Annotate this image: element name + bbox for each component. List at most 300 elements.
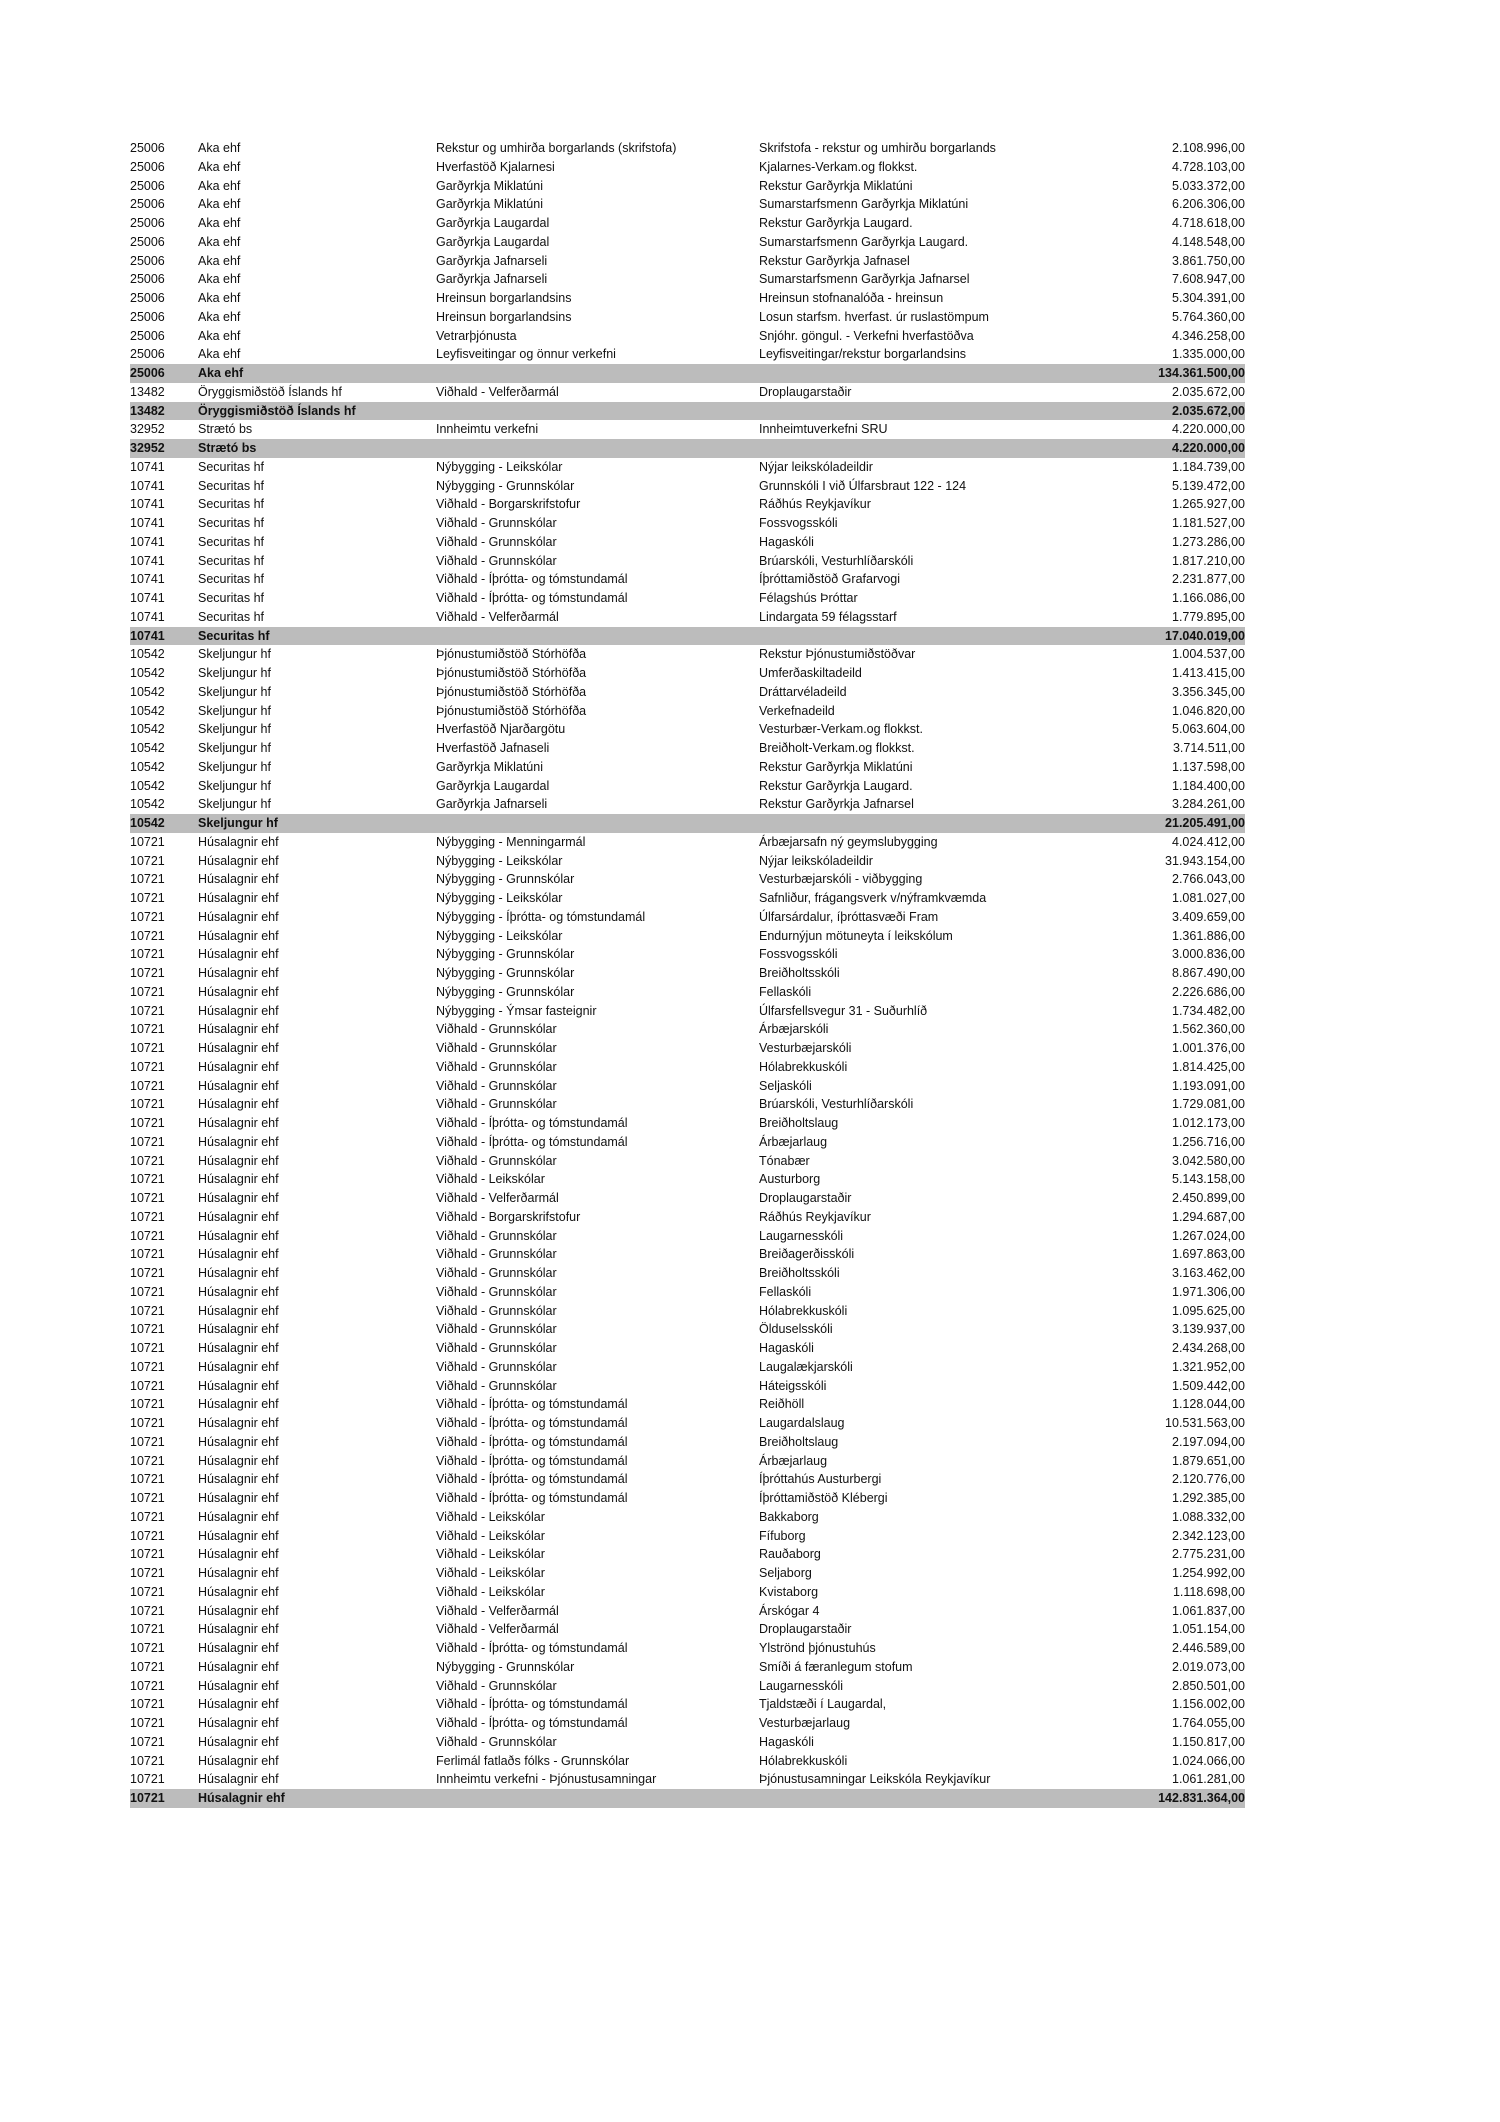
category-cell: Hverfastöð Njarðargötu xyxy=(436,722,566,737)
vendor-id-cell: 10721 xyxy=(130,1753,165,1768)
vendor-name-cell: Húsalagnir ehf xyxy=(198,1247,279,1262)
table-row xyxy=(130,758,1245,777)
description-cell: Ráðhús Reykjavíkur xyxy=(759,497,871,512)
vendor-name-cell: Húsalagnir ehf xyxy=(198,1359,279,1374)
table-row xyxy=(130,233,1245,252)
table-row xyxy=(130,1283,1245,1302)
description-cell: Verkefnadeild xyxy=(759,703,835,718)
category-cell: Viðhald - Grunnskólar xyxy=(436,1359,557,1374)
description-cell: Hólabrekkuskóli xyxy=(759,1303,848,1318)
vendor-name-cell: Húsalagnir ehf xyxy=(198,1228,279,1243)
vendor-name-cell: Húsalagnir ehf xyxy=(198,1153,279,1168)
vendor-name-cell: Skeljungur hf xyxy=(198,684,271,699)
category-cell: Garðyrkja Miklatúni xyxy=(436,759,543,774)
vendor-id-cell: 10721 xyxy=(130,872,165,887)
vendor-id-cell: 10741 xyxy=(130,459,165,474)
amount-cell: 1.088.332,00 xyxy=(1172,1509,1245,1524)
table-row xyxy=(130,139,1245,158)
category-cell: Þjónustumiðstöð Stórhöfða xyxy=(436,647,587,662)
amount-cell: 1.156.002,00 xyxy=(1172,1697,1245,1712)
vendor-id-cell: 10741 xyxy=(130,534,165,549)
vendor-name-cell: Húsalagnir ehf xyxy=(198,1322,279,1337)
table-row xyxy=(130,252,1245,271)
category-cell: Viðhald - Íþrótta- og tómstundamál xyxy=(436,1397,628,1412)
amount-cell: 1.184.400,00 xyxy=(1172,778,1245,793)
vendor-id-cell: 10721 xyxy=(130,947,165,962)
vendor-id-cell: 25006 xyxy=(130,328,165,343)
amount-cell: 1.817.210,00 xyxy=(1172,553,1245,568)
category-cell: Viðhald - Íþrótta- og tómstundamál xyxy=(436,1472,628,1487)
category-cell: Viðhald - Grunnskólar xyxy=(436,1022,557,1037)
vendor-id-cell: 10741 xyxy=(130,628,165,643)
vendor-total-row xyxy=(130,364,1245,383)
amount-cell: 1.971.306,00 xyxy=(1172,1284,1245,1299)
amount-cell: 4.220.000,00 xyxy=(1172,422,1245,437)
vendor-name-cell: Securitas hf xyxy=(198,516,265,530)
amount-cell: 2.775.231,00 xyxy=(1172,1547,1245,1562)
table-row xyxy=(130,1170,1245,1189)
vendor-id-cell: 25006 xyxy=(130,159,165,174)
description-cell: Hreinsun stofnanalóða - hreinsun xyxy=(759,291,944,305)
description-cell: Laugarnesskóli xyxy=(759,1678,844,1693)
vendor-id-cell: 10721 xyxy=(130,966,165,980)
vendor-name-cell: Húsalagnir ehf xyxy=(198,984,279,999)
category-cell: Hreinsun borgarlandsins xyxy=(436,309,572,324)
vendor-total-row xyxy=(130,1789,1245,1808)
amount-cell: 1.879.651,00 xyxy=(1172,1453,1245,1468)
category-cell: Viðhald - Grunnskólar xyxy=(436,1266,557,1280)
description-cell: Vesturbær-Verkam.og flokkst. xyxy=(759,722,923,737)
description-cell: Kvistaborg xyxy=(759,1584,819,1599)
description-cell: Árbæjarskóli xyxy=(759,1022,829,1037)
description-cell: Ráðhús Reykjavíkur xyxy=(759,1209,871,1224)
description-cell: Droplaugarstaðir xyxy=(759,1622,852,1637)
table-row xyxy=(130,645,1245,664)
vendor-total-row xyxy=(130,627,1245,646)
amount-cell: 5.143.158,00 xyxy=(1172,1172,1245,1187)
amount-cell: 1.081.027,00 xyxy=(1172,891,1245,905)
table-row xyxy=(130,683,1245,702)
vendor-name-cell: Aka ehf xyxy=(198,272,241,287)
vendor-name-cell: Aka ehf xyxy=(198,234,241,249)
vendor-id-cell: 10721 xyxy=(130,1791,165,1805)
amount-cell: 1.256.716,00 xyxy=(1172,1134,1245,1149)
category-cell: Rekstur og umhirða borgarlands (skrifstofa) xyxy=(436,141,677,155)
description-cell: Endurnýjun mötuneyta í leikskólum xyxy=(759,928,953,943)
vendor-name-cell: Aka ehf xyxy=(198,309,241,324)
amount-cell: 1.361.886,00 xyxy=(1172,928,1245,943)
vendor-name-cell: Húsalagnir ehf xyxy=(198,928,279,943)
vendor-id-cell: 10721 xyxy=(130,1059,165,1074)
vendor-name-cell: Húsalagnir ehf xyxy=(198,1472,279,1487)
amount-cell: 2.120.776,00 xyxy=(1172,1472,1245,1487)
category-cell: Viðhald - Leikskólar xyxy=(436,1172,545,1187)
vendor-id-cell: 10721 xyxy=(130,1697,165,1712)
vendor-name-cell: Aka ehf xyxy=(198,216,241,230)
amount-cell: 1.321.952,00 xyxy=(1172,1359,1245,1374)
description-cell: Árskógar 4 xyxy=(759,1603,820,1618)
amount-cell: 10.531.563,00 xyxy=(1165,1416,1245,1430)
vendor-id-cell: 10741 xyxy=(130,553,165,568)
category-cell: Viðhald - Íþrótta- og tómstundamál xyxy=(436,1453,628,1468)
vendor-id-cell: 10721 xyxy=(130,1772,165,1787)
vendor-id-cell: 10741 xyxy=(130,572,165,587)
vendor-id-cell: 10721 xyxy=(130,1228,165,1243)
table-row xyxy=(130,945,1245,964)
vendor-name-cell: Húsalagnir ehf xyxy=(198,1397,279,1412)
vendor-name-cell: Húsalagnir ehf xyxy=(198,1059,279,1074)
vendor-id-cell: 10542 xyxy=(130,797,165,812)
table-row xyxy=(130,1358,1245,1377)
vendor-name-cell: Skeljungur hf xyxy=(198,759,271,774)
description-cell: Rauðaborg xyxy=(759,1547,821,1562)
category-cell: Garðyrkja Jafnarseli xyxy=(436,797,548,812)
category-cell: Ferlimál fatlaðs fólks - Grunnskólar xyxy=(436,1753,630,1768)
table-row xyxy=(130,1189,1245,1208)
vendor-id-cell: 10721 xyxy=(130,1041,165,1055)
table-row xyxy=(130,1395,1245,1414)
category-cell: Viðhald - Leikskólar xyxy=(436,1584,545,1599)
amount-cell: 1.001.376,00 xyxy=(1172,1041,1245,1055)
category-cell: Nýbygging - Grunnskólar xyxy=(436,984,575,999)
category-cell: Innheimtu verkefni - Þjónustusamningar xyxy=(436,1772,657,1787)
amount-cell: 1.265.927,00 xyxy=(1172,497,1245,512)
amount-cell: 7.608.947,00 xyxy=(1172,272,1245,287)
vendor-name-cell: Skeljungur hf xyxy=(198,816,278,830)
vendor-id-cell: 10721 xyxy=(130,1509,165,1524)
table-row xyxy=(130,1095,1245,1114)
table-row xyxy=(130,158,1245,177)
vendor-name-cell: Húsalagnir ehf xyxy=(198,1622,279,1637)
amount-cell: 2.197.094,00 xyxy=(1172,1434,1245,1449)
category-cell: Viðhald - Grunnskólar xyxy=(436,1153,557,1168)
table-row xyxy=(130,852,1245,871)
vendor-name-cell: Húsalagnir ehf xyxy=(198,1603,279,1618)
amount-cell: 1.128.044,00 xyxy=(1172,1397,1245,1412)
table-row xyxy=(130,1470,1245,1489)
table-row xyxy=(130,1414,1245,1433)
amount-cell: 142.831.364,00 xyxy=(1158,1791,1245,1805)
description-cell: Kjalarnes-Verkam.og flokkst. xyxy=(759,159,918,174)
amount-cell: 1.193.091,00 xyxy=(1172,1078,1245,1093)
category-cell: Viðhald - Velferðarmál xyxy=(436,384,559,399)
amount-cell: 1.046.820,00 xyxy=(1172,703,1245,718)
description-cell: Hagaskóli xyxy=(759,534,814,549)
table-row xyxy=(130,1714,1245,1733)
vendor-id-cell: 10721 xyxy=(130,1472,165,1487)
table-row xyxy=(130,1002,1245,1021)
table-row xyxy=(130,1039,1245,1058)
amount-cell: 21.205.491,00 xyxy=(1165,816,1245,830)
table-row xyxy=(130,1302,1245,1321)
amount-cell: 4.220.000,00 xyxy=(1172,441,1245,455)
category-cell: Viðhald - Grunnskólar xyxy=(436,1078,557,1093)
amount-cell: 1.181.527,00 xyxy=(1172,516,1245,530)
vendor-name-cell: Securitas hf xyxy=(198,534,265,549)
vendor-id-cell: 10542 xyxy=(130,816,165,830)
amount-cell: 3.409.659,00 xyxy=(1172,909,1245,924)
amount-cell: 4.728.103,00 xyxy=(1172,159,1245,174)
vendor-id-cell: 10721 xyxy=(130,984,165,999)
vendor-id-cell: 10721 xyxy=(130,1378,165,1393)
vendor-name-cell: Aka ehf xyxy=(198,141,241,155)
category-cell: Nýbygging - Grunnskólar xyxy=(436,478,575,493)
vendor-id-cell: 13482 xyxy=(130,384,165,399)
category-cell: Nýbygging - Leikskólar xyxy=(436,459,563,474)
table-row xyxy=(130,608,1245,627)
description-cell: Rekstur Garðyrkja Miklatúni xyxy=(759,178,913,193)
description-cell: Breiðagerðisskóli xyxy=(759,1247,855,1262)
amount-cell: 5.304.391,00 xyxy=(1172,291,1245,305)
table-row xyxy=(130,1133,1245,1152)
vendor-id-cell: 10721 xyxy=(130,891,165,905)
table-row xyxy=(130,1152,1245,1171)
vendor-name-cell: Skeljungur hf xyxy=(198,778,271,793)
description-cell: Tónabær xyxy=(759,1153,810,1168)
category-cell: Viðhald - Íþrótta- og tómstundamál xyxy=(436,1134,628,1149)
category-cell: Viðhald - Grunnskólar xyxy=(436,1247,557,1262)
amount-cell: 2.108.996,00 xyxy=(1172,141,1245,155)
description-cell: Árbæjarlaug xyxy=(759,1134,828,1149)
amount-cell: 1.137.598,00 xyxy=(1172,759,1245,774)
amount-cell: 2.035.672,00 xyxy=(1172,384,1245,399)
amount-cell: 3.284.261,00 xyxy=(1172,797,1245,812)
category-cell: Viðhald - Grunnskólar xyxy=(436,553,557,568)
vendor-total-row xyxy=(130,814,1245,833)
category-cell: Viðhald - Borgarskrifstofur xyxy=(436,1209,581,1224)
amount-cell: 3.356.345,00 xyxy=(1172,684,1245,699)
vendor-id-cell: 10721 xyxy=(130,1397,165,1412)
vendor-name-cell: Securitas hf xyxy=(198,609,265,624)
table-row xyxy=(130,833,1245,852)
vendor-id-cell: 10542 xyxy=(130,722,165,737)
vendor-name-cell: Húsalagnir ehf xyxy=(198,1266,279,1280)
table-row xyxy=(130,477,1245,496)
table-row xyxy=(130,552,1245,571)
vendor-name-cell: Húsalagnir ehf xyxy=(198,1284,279,1299)
vendor-id-cell: 10721 xyxy=(130,1566,165,1580)
description-cell: Rekstur Garðyrkja Laugard. xyxy=(759,778,913,793)
vendor-id-cell: 10721 xyxy=(130,928,165,943)
description-cell: Breiðholtslaug xyxy=(759,1434,839,1449)
table-row xyxy=(130,495,1245,514)
category-cell: Viðhald - Íþrótta- og tómstundamál xyxy=(436,591,628,605)
category-cell: Garðyrkja Miklatúni xyxy=(436,197,543,212)
vendor-name-cell: Húsalagnir ehf xyxy=(198,834,279,849)
vendor-name-cell: Húsalagnir ehf xyxy=(198,909,279,924)
vendor-name-cell: Húsalagnir ehf xyxy=(198,1641,279,1655)
amount-cell: 2.450.899,00 xyxy=(1172,1191,1245,1205)
amount-cell: 31.943.154,00 xyxy=(1165,853,1245,868)
vendor-name-cell: Húsalagnir ehf xyxy=(198,1791,285,1805)
vendor-id-cell: 10721 xyxy=(130,1172,165,1187)
vendor-id-cell: 10721 xyxy=(130,1416,165,1430)
table-row xyxy=(130,1695,1245,1714)
table-row xyxy=(130,383,1245,402)
vendor-id-cell: 10721 xyxy=(130,1641,165,1655)
vendor-name-cell: Húsalagnir ehf xyxy=(198,1716,279,1730)
vendor-id-cell: 10542 xyxy=(130,759,165,774)
vendor-name-cell: Securitas hf xyxy=(198,572,265,587)
vendor-name-cell: Húsalagnir ehf xyxy=(198,1078,279,1093)
vendor-name-cell: Húsalagnir ehf xyxy=(198,1003,279,1018)
vendor-id-cell: 10741 xyxy=(130,609,165,624)
table-row xyxy=(130,927,1245,946)
description-cell: Íþróttamiðstöð Grafarvogi xyxy=(759,572,901,587)
category-cell: Viðhald - Íþrótta- og tómstundamál xyxy=(436,572,628,587)
table-row xyxy=(130,1245,1245,1264)
description-cell: Hagaskóli xyxy=(759,1341,814,1355)
vendor-name-cell: Skeljungur hf xyxy=(198,797,271,812)
description-cell: Bakkaborg xyxy=(759,1509,819,1524)
description-cell: Breiðholtslaug xyxy=(759,1116,839,1130)
category-cell: Hverfastöð Kjalarnesi xyxy=(436,159,555,174)
table-row xyxy=(130,1058,1245,1077)
vendor-name-cell: Húsalagnir ehf xyxy=(198,947,279,962)
description-cell: Breiðholt-Verkam.og flokkst. xyxy=(759,741,915,755)
category-cell: Viðhald - Grunnskólar xyxy=(436,516,557,530)
table-row xyxy=(130,533,1245,552)
vendor-id-cell: 10721 xyxy=(130,1716,165,1730)
amount-cell: 5.139.472,00 xyxy=(1172,478,1245,493)
description-cell: Snjóhr. göngul. - Verkefni hverfastöðva xyxy=(759,328,974,343)
amount-cell: 1.150.817,00 xyxy=(1172,1734,1245,1749)
table-row xyxy=(130,964,1245,983)
category-cell: Þjónustumiðstöð Stórhöfða xyxy=(436,703,587,718)
category-cell: Nýbygging - Leikskólar xyxy=(436,928,563,943)
vendor-name-cell: Húsalagnir ehf xyxy=(198,1678,279,1693)
vendor-id-cell: 25006 xyxy=(130,309,165,324)
vendor-name-cell: Húsalagnir ehf xyxy=(198,1022,279,1037)
vendor-id-cell: 10542 xyxy=(130,666,165,680)
description-cell: Seljaborg xyxy=(759,1566,812,1580)
description-cell: Sumarstarfsmenn Garðyrkja Laugard. xyxy=(759,234,969,249)
category-cell: Viðhald - Borgarskrifstofur xyxy=(436,497,581,512)
category-cell: Nýbygging - Leikskólar xyxy=(436,891,563,905)
amount-cell: 1.292.385,00 xyxy=(1172,1491,1245,1505)
vendor-name-cell: Aka ehf xyxy=(198,328,241,343)
category-cell: Viðhald - Íþrótta- og tómstundamál xyxy=(436,1434,628,1449)
vendor-id-cell: 25006 xyxy=(130,272,165,287)
vendor-name-cell: Aka ehf xyxy=(198,291,241,305)
description-cell: Rekstur Garðyrkja Laugard. xyxy=(759,216,913,230)
vendor-id-cell: 10542 xyxy=(130,684,165,699)
description-cell: Íþróttamiðstöð Klébergi xyxy=(759,1491,888,1505)
category-cell: Viðhald - Velferðarmál xyxy=(436,1191,559,1205)
description-cell: Háteigsskóli xyxy=(759,1378,827,1393)
vendor-name-cell: Húsalagnir ehf xyxy=(198,1097,279,1112)
vendor-name-cell: Húsalagnir ehf xyxy=(198,1134,279,1149)
amount-cell: 3.861.750,00 xyxy=(1172,253,1245,268)
vendor-id-cell: 32952 xyxy=(130,422,165,437)
vendor-id-cell: 10721 xyxy=(130,1247,165,1262)
vendor-name-cell: Húsalagnir ehf xyxy=(198,1378,279,1393)
category-cell: Viðhald - Leikskólar xyxy=(436,1528,545,1543)
category-cell: Viðhald - Grunnskólar xyxy=(436,1341,557,1355)
table-row xyxy=(130,702,1245,721)
vendor-id-cell: 10721 xyxy=(130,1528,165,1543)
amount-cell: 1.273.286,00 xyxy=(1172,534,1245,549)
vendor-name-cell: Securitas hf xyxy=(198,478,265,493)
amount-cell: 1.509.442,00 xyxy=(1172,1378,1245,1393)
amount-cell: 2.231.877,00 xyxy=(1172,572,1245,587)
vendor-id-cell: 32952 xyxy=(130,441,165,455)
category-cell: Viðhald - Íþrótta- og tómstundamál xyxy=(436,1716,628,1730)
vendor-id-cell: 10721 xyxy=(130,909,165,924)
description-cell: Brúarskóli, Vesturhlíðarskóli xyxy=(759,1097,914,1112)
amount-cell: 3.042.580,00 xyxy=(1172,1153,1245,1168)
table-row xyxy=(130,514,1245,533)
table-row xyxy=(130,1733,1245,1752)
vendor-id-cell: 25006 xyxy=(130,234,165,249)
vendor-name-cell: Strætó bs xyxy=(198,441,257,455)
vendor-id-cell: 25006 xyxy=(130,141,165,155)
amount-cell: 1.118.698,00 xyxy=(1172,1584,1245,1599)
table-row xyxy=(130,739,1245,758)
category-cell: Hverfastöð Jafnaseli xyxy=(436,741,550,755)
table-row xyxy=(130,983,1245,1002)
category-cell: Leyfisveitingar og önnur verkefni xyxy=(436,347,616,362)
table-row xyxy=(130,458,1245,477)
vendor-id-cell: 10741 xyxy=(130,516,165,530)
description-cell: Laugalækjarskóli xyxy=(759,1359,853,1374)
amount-cell: 4.148.548,00 xyxy=(1172,234,1245,249)
description-cell: Droplaugarstaðir xyxy=(759,384,852,399)
vendor-id-cell: 10721 xyxy=(130,1622,165,1637)
description-cell: Austurborg xyxy=(759,1172,821,1187)
description-cell: Rekstur Þjónustumiðstöðvar xyxy=(759,647,916,662)
amount-cell: 2.446.589,00 xyxy=(1172,1641,1245,1655)
category-cell: Viðhald - Velferðarmál xyxy=(436,1622,559,1637)
amount-cell: 1.413.415,00 xyxy=(1172,666,1245,680)
description-cell: Seljaskóli xyxy=(759,1078,812,1093)
table-row xyxy=(130,1320,1245,1339)
description-cell: Laugarnesskóli xyxy=(759,1228,844,1243)
vendor-name-cell: Húsalagnir ehf xyxy=(198,1303,279,1318)
vendor-id-cell: 25006 xyxy=(130,366,165,380)
amount-cell: 3.139.937,00 xyxy=(1172,1322,1245,1337)
amount-cell: 1.184.739,00 xyxy=(1172,459,1245,474)
amount-cell: 3.163.462,00 xyxy=(1172,1266,1245,1280)
amount-cell: 3.714.511,00 xyxy=(1172,741,1245,755)
amount-cell: 1.697.863,00 xyxy=(1172,1247,1245,1262)
table-row xyxy=(130,1433,1245,1452)
vendor-id-cell: 10721 xyxy=(130,1209,165,1224)
vendor-id-cell: 10721 xyxy=(130,1284,165,1299)
vendor-id-cell: 10741 xyxy=(130,478,165,493)
vendor-name-cell: Aka ehf xyxy=(198,197,241,212)
table-row xyxy=(130,1339,1245,1358)
vendor-name-cell: Húsalagnir ehf xyxy=(198,1341,279,1355)
vendor-id-cell: 10721 xyxy=(130,1303,165,1318)
table-row xyxy=(130,1658,1245,1677)
table-row xyxy=(130,1227,1245,1246)
vendor-name-cell: Strætó bs xyxy=(198,422,253,437)
category-cell: Viðhald - Grunnskólar xyxy=(436,1734,557,1749)
vendor-name-cell: Öryggismiðstöð Íslands hf xyxy=(198,403,356,418)
category-cell: Viðhald - Grunnskólar xyxy=(436,1678,557,1693)
amount-cell: 2.434.268,00 xyxy=(1172,1341,1245,1355)
vendor-id-cell: 10721 xyxy=(130,1603,165,1618)
vendor-id-cell: 10741 xyxy=(130,497,165,512)
description-cell: Úlfarsárdalur, íþróttasvæði Fram xyxy=(759,909,939,924)
vendor-id-cell: 10721 xyxy=(130,1134,165,1149)
category-cell: Hreinsun borgarlandsins xyxy=(436,291,572,305)
category-cell: Viðhald - Grunnskólar xyxy=(436,1041,557,1055)
description-cell: Félagshús Þróttar xyxy=(759,591,858,605)
amount-cell: 2.342.123,00 xyxy=(1172,1528,1245,1543)
category-cell: Viðhald - Íþrótta- og tómstundamál xyxy=(436,1491,628,1505)
